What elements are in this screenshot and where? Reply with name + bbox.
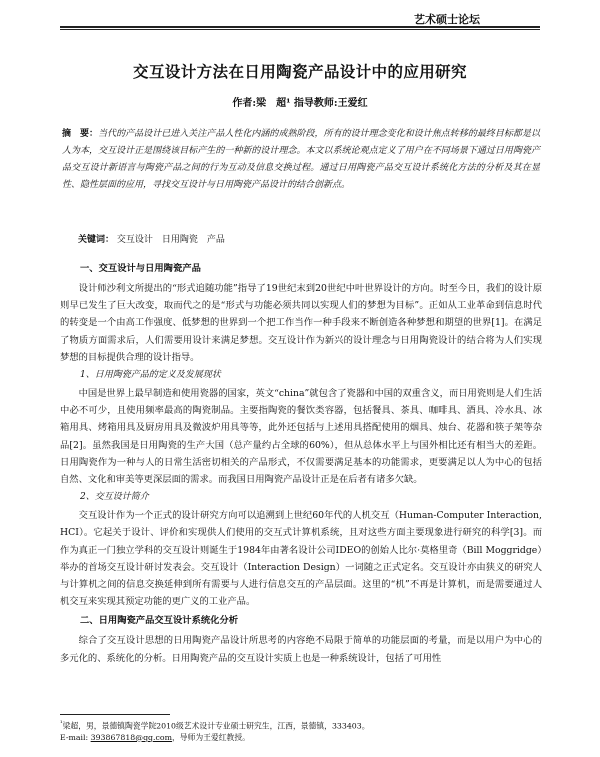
subsection-heading-1: 1、日用陶瓷产品的定义及发展现状: [80, 370, 221, 381]
subsection-heading-2: 2、交互设计简介: [80, 492, 149, 503]
footnote-text: 梁超，男，景德镇陶瓷学院2010级艺术设计专业硕士研究生，江西，景德镇，333403。: [62, 721, 370, 731]
section-heading-1: 一、交互设计与日用陶瓷产品: [80, 263, 201, 274]
footnote-rule: [60, 714, 170, 715]
footnote-marker: ¹: [60, 719, 63, 727]
footnote: [60, 718, 540, 743]
journal-header: 艺术硕士论坛: [414, 13, 480, 26]
section-paragraph-2: 综合了交互设计思想的日用陶瓷产品设计所思考的内容绝不局限于简单的功能层面的考量，而是以用户为中心的多元化的、系统化的分析。日用陶瓷产品的交互设计实质上也是一种系统设计，包括了可用性: [60, 635, 542, 664]
keywords: [78, 232, 538, 245]
header-rule-thin: [60, 29, 540, 30]
abstract-text: 当代的产品设计已进入关注产品人性化内涵的成熟阶段，所有的设计理念变化和设计焦点转移的最终目标都是以人为本，交互设计正是围绕该目标产生的一种新的设计理念。本文以系统论观点定义了用户在不同场景下通过日用陶瓷产品交互设计新语言与陶瓷产品之间的行为互动及信息交换过程。通过日用陶瓷产品交互设计系统化方法的分析及其在显性、隐性层面的应用，寻找交互设计与日用陶瓷产品设计的结合创新点。: [62, 129, 540, 190]
keywords-text: 交互设计 日用陶瓷 产品: [116, 235, 225, 245]
subsection-paragraph-2: 交互设计作为一个正式的设计研究方向可以追溯到上世纪60年代的人机交互（Human-Computer Interaction, HCI）。它起关于设计、评价和实现供人们使用的交互式计算机系统，且对这些方面主要现象进行研究的科学[3]。而作为真正一门独立学科的交互设计则诞生于1984年由著名设计公司IDEO的创始人比尔·莫格里奇（Bill Moggridge）举办的首场交互设计研讨发表会。交互设计（Interaction Design）一词随之正式定名。交互设计亦由狭义的研究人与计算机之间的信息交换延伸到所有需要与人进行信息交互的产品层面。这里的“机”不再是计算机，而是需要通过人机交互来实现其预定功能的更广义的工业产品。: [60, 510, 542, 608]
abstract: [62, 126, 540, 194]
email-link[interactable]: 393867818@qq.com: [90, 732, 172, 742]
section-heading-2: 二、日用陶瓷产品交互设计系统化分析: [80, 615, 239, 627]
section-paragraph-1: 设计师沙利文所提出的“形式追随功能”指导了19世纪末到20世纪中叶世界设计的方向。时至今日，我们的设计原则早已发生了巨大改变，取而代之的是“形式与功能必须共同以实现人们的梦想为目标”。正如从工业革命到信息时代的转变是一个由高工作强度、低梦想的世界到一个把工作当作一种手段来不断创造各种梦想和期望的世界[1]。在满足了物质方面需求后，人们需要用设计来满足梦想。交互设计作为新兴的设计理念与日用陶瓷设计的结合将为人们实现梦想的目标提供合理的设计指导。: [60, 283, 542, 363]
email-suffix: ，导师为王爱红教授。: [171, 732, 250, 742]
email-label: E-mail:: [60, 732, 89, 742]
body-text: [60, 258, 542, 667]
subsection-paragraph-1: 中国是世界上最早制造和使用瓷器的国家，英文“china”就包含了瓷器和中国的双重含义，而日用瓷则是人们生活中必不可少，且使用频率最高的陶瓷制品。主要指陶瓷的餐饮类容器，包括餐具、茶具、咖啡具、酒具、冷水具、冰箱用具、烤箱用具及厨房用具及微波炉用具等等，此外还包括与上述用具搭配使用的烟具、烛台、花器和筷子架等杂品[2]。虽然我国是日用陶瓷的生产大国（总产量约占全球的60%），但从总体水平上与国外相比还有相当大的差距。日用陶瓷作为一种与人的日常生活密切相关的产品形式，不仅需要满足基本的功能需求，更要满足以人为中心的包括自然、文化和审美等更深层面的需求。而我国日用陶瓷产品设计正是在后者有诸多欠缺。: [60, 388, 542, 486]
keywords-label: 关键词：: [78, 235, 115, 245]
authors-line: 作者:梁 超¹ 指导教师:王爱红: [232, 98, 368, 109]
abstract-label: 摘 要：: [62, 129, 99, 139]
header-rule-thick: [60, 26, 540, 28]
paper-title: 交互设计方法在日用陶瓷产品设计中的应用研究: [133, 63, 467, 81]
